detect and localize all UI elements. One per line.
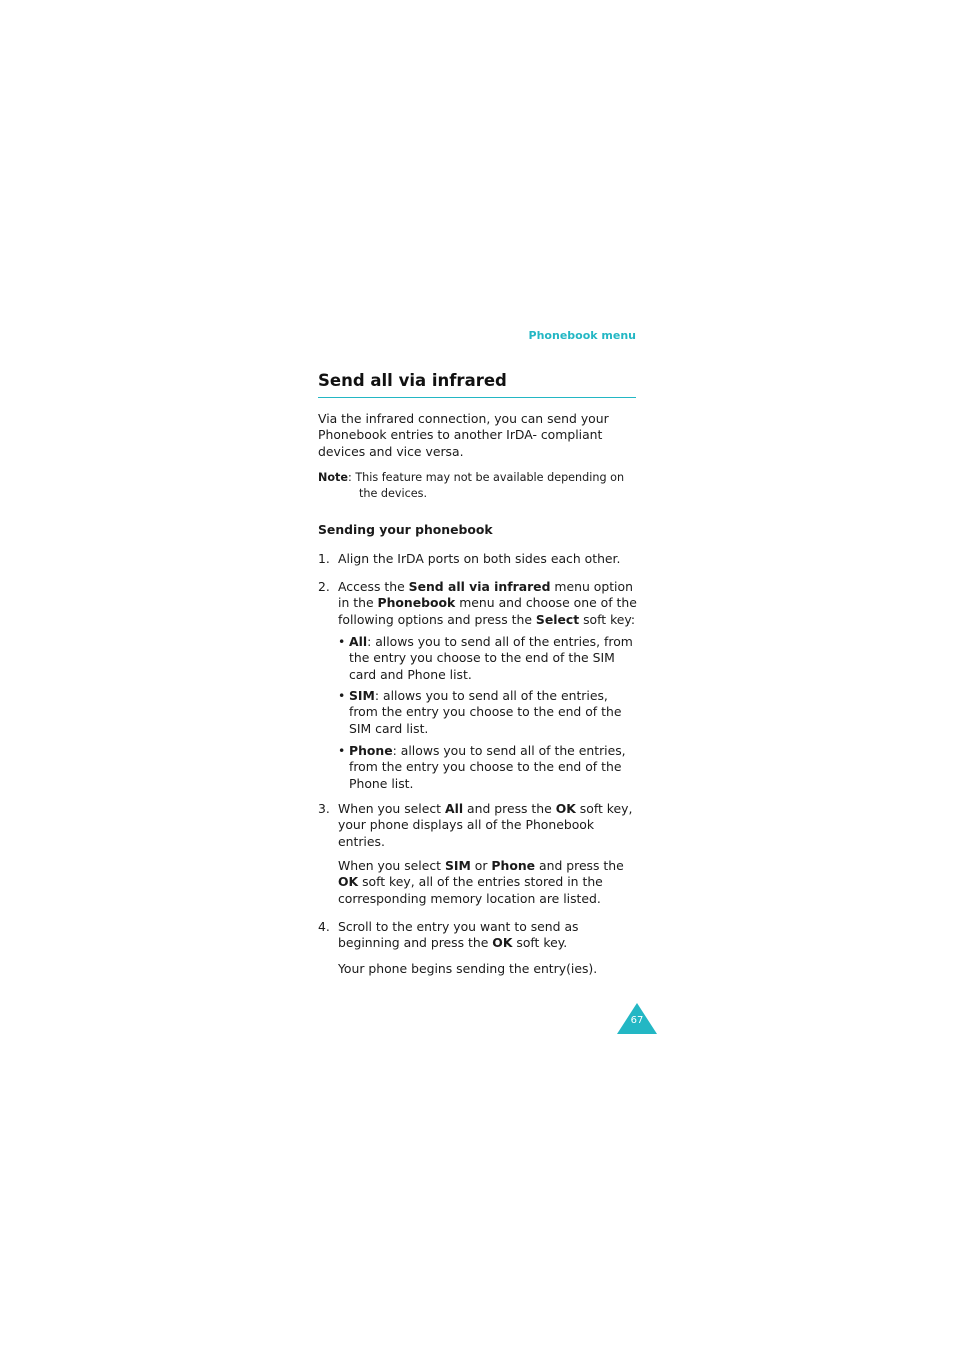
note-text-1: : This feature may not be available depending on <box>348 471 625 484</box>
step-text: Scroll to the entry you want to send as beginning and press the OK soft key. <box>338 919 579 951</box>
step-text: Access the Send all via infrared menu option in the Phonebook menu and choose one of the following options and press the Select soft key: <box>338 579 637 627</box>
section-header: Phonebook menu <box>528 329 636 342</box>
step-text: Align the IrDA ports on both sides each other. <box>338 551 621 566</box>
bullet-text: : allows you to send all of the entries, from the entry you choose to the end of the SIM card list. <box>349 688 622 736</box>
list-item-bullet-all <box>338 634 638 683</box>
subheading: Sending your phonebook <box>318 522 493 537</box>
list-item-bullet-sim <box>338 688 638 737</box>
list-item-step-2 <box>318 579 638 628</box>
intro-paragraph: Via the infrared connection, you can send your Phonebook entries to another IrDA- compliant devices and vice versa. <box>318 411 609 459</box>
step-number: 2. <box>318 579 330 594</box>
bullet-text: : allows you to send all of the entries, from the entry you choose to the end of the Phone list. <box>349 743 626 791</box>
page-number: 67 <box>630 1015 644 1026</box>
step-4-note: Your phone begins sending the entry(ies). <box>338 961 598 976</box>
step-3-note: When you select SIM or Phone and press the OK soft key, all of the entries stored in the corresponding memory location are listed. <box>338 858 624 906</box>
step-number: 4. <box>318 919 330 934</box>
bullet-marker: • <box>338 743 346 758</box>
bullet-marker: • <box>338 688 346 703</box>
bullet-label: Phone <box>349 743 393 758</box>
bullet-label: All <box>349 634 368 649</box>
step-text: When you select All and press the OK soft key, your phone displays all of the Phonebook entries. <box>338 801 633 849</box>
bullet-label: SIM <box>349 688 375 703</box>
step-number: 1. <box>318 551 330 566</box>
list-item-step-3 <box>318 801 638 850</box>
page-title: Send all via infrared <box>318 371 507 390</box>
note-block <box>318 470 638 502</box>
note-text-2: the devices. <box>359 487 428 500</box>
list-item-step-4 <box>318 919 638 952</box>
list-item-bullet-phone <box>338 743 638 792</box>
note-label: Note <box>318 471 348 484</box>
step-number: 3. <box>318 801 330 816</box>
bullet-text: : allows you to send all of the entries, from the entry you choose to the end of the SIM card and Phone list. <box>349 634 633 682</box>
bullet-marker: • <box>338 634 346 649</box>
title-divider <box>318 397 636 398</box>
list-item-step-1 <box>318 551 638 567</box>
